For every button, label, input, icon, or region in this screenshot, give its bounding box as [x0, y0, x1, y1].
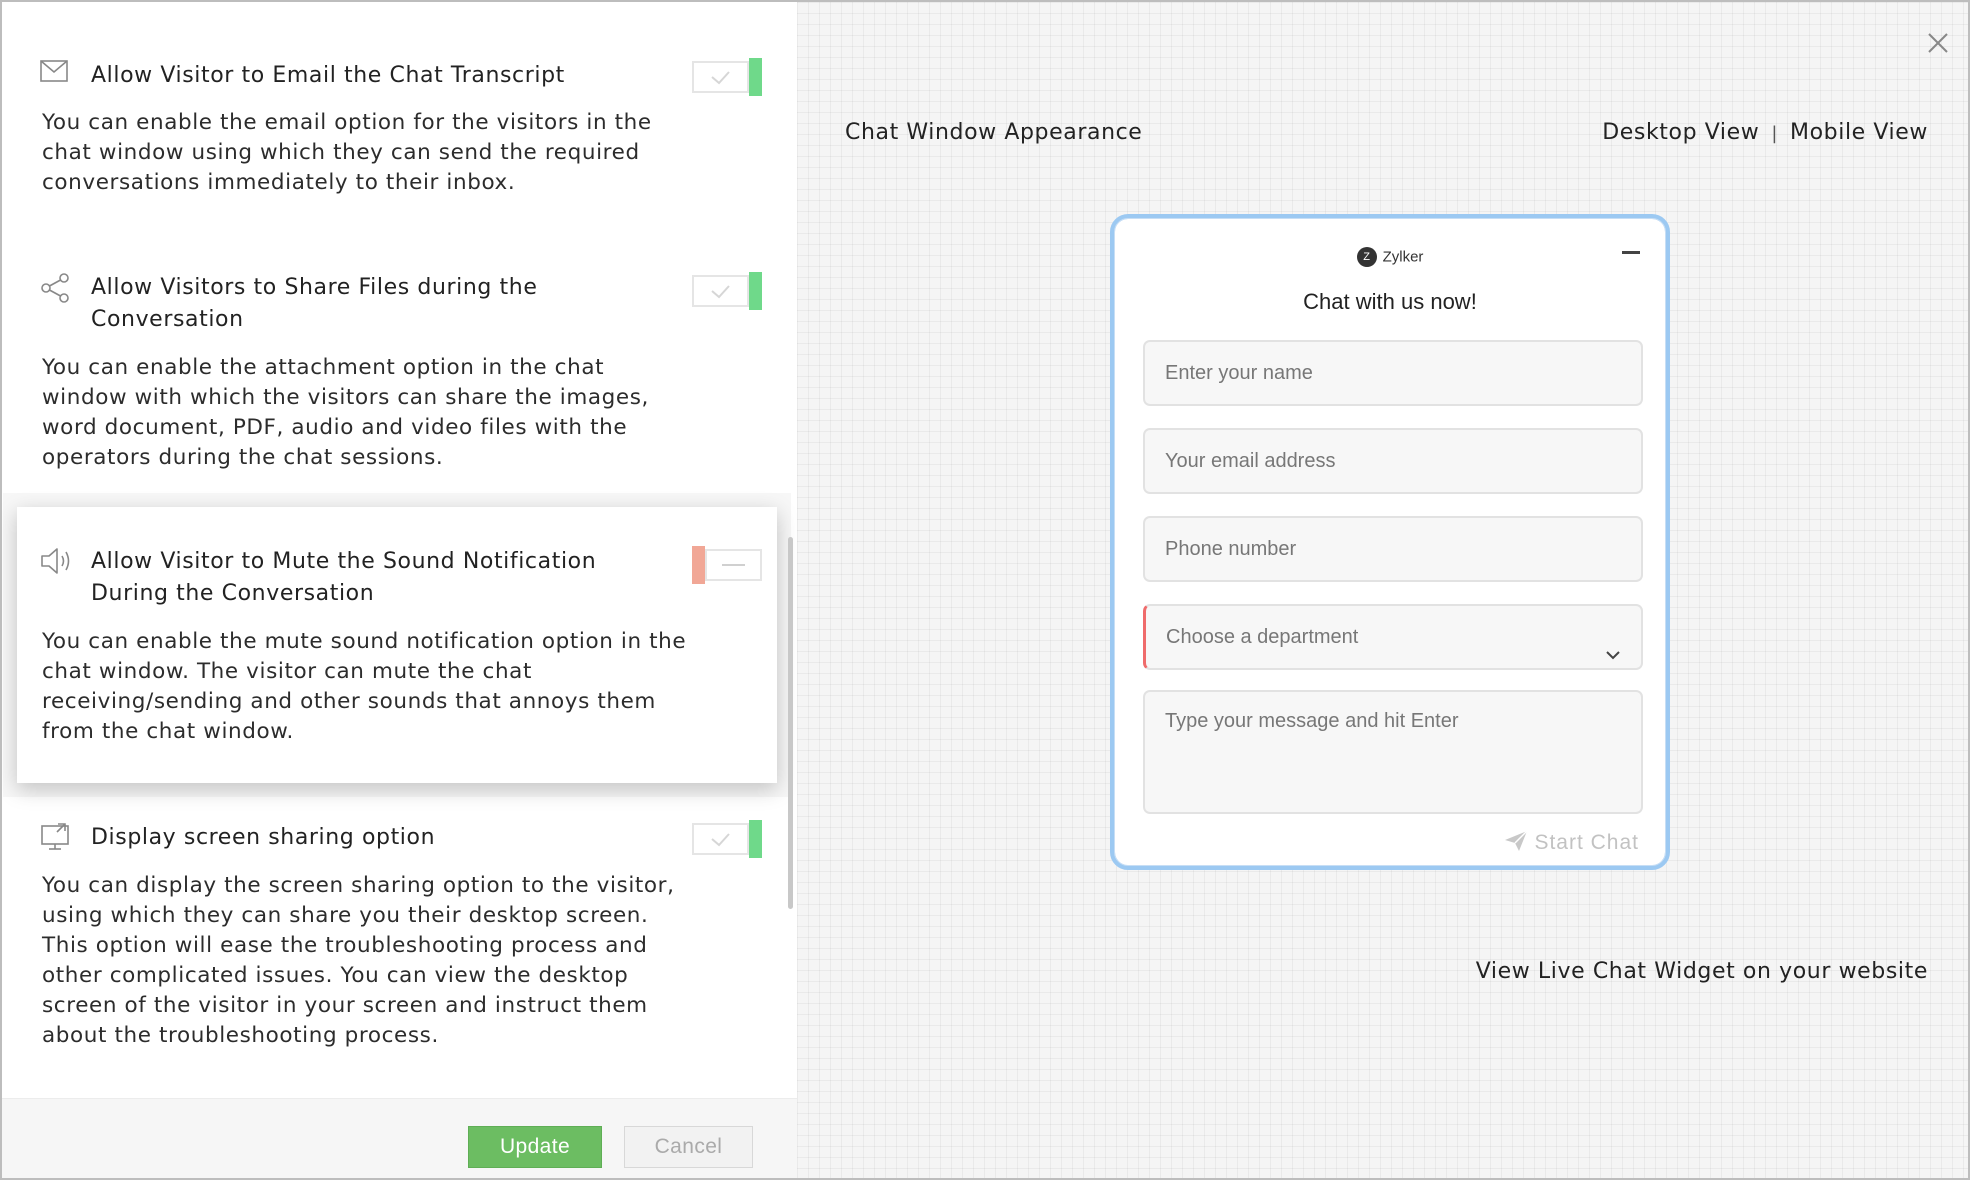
view-separator: | [1771, 123, 1779, 144]
update-button[interactable]: Update [468, 1126, 602, 1168]
share-icon [40, 272, 72, 304]
phone-input[interactable]: Phone number [1143, 516, 1643, 582]
name-input[interactable]: Enter your name [1143, 340, 1643, 406]
cancel-button[interactable]: Cancel [624, 1126, 753, 1168]
share-files-toggle[interactable] [692, 272, 762, 310]
widget-brand [1115, 247, 1665, 267]
close-icon[interactable] [1925, 30, 1951, 56]
setting-description: You can enable the attachment option in the chat window with which the visitors can share the images, word document, PDF, audio and video files with the operators during the chat sessions. [42, 355, 649, 470]
chat-widget-preview [1110, 214, 1670, 870]
brand-logo: Z [1357, 247, 1377, 267]
preview-panel [797, 2, 1968, 1178]
setting-title: Display screen sharing option [91, 825, 436, 850]
department-select[interactable] [1143, 604, 1643, 670]
screen-sharing-toggle[interactable] [692, 820, 762, 858]
message-textarea[interactable]: Type your message and hit Enter [1143, 690, 1643, 814]
department-placeholder: Choose a department [1166, 626, 1359, 648]
mute-sound-toggle[interactable] [692, 546, 762, 584]
screen-share-icon [40, 822, 72, 854]
setting-description: You can enable the mute sound notification option in the chat window. The visitor can mute the chat receiving/sending and other sounds that annoys them from the chat window. [42, 629, 687, 744]
email-input[interactable]: Your email address [1143, 428, 1643, 494]
view-switcher [1602, 120, 1928, 145]
start-chat-label: Start Chat [1534, 831, 1639, 854]
email-icon [40, 60, 72, 92]
dialog-footer [2, 1098, 797, 1179]
setting-title: Allow Visitors to Share Files during the Conversation [91, 275, 538, 332]
speaker-icon [40, 546, 72, 578]
settings-panel [2, 2, 797, 1178]
setting-title: Allow Visitor to Mute the Sound Notification During the Conversation [91, 549, 597, 606]
settings-scrollbar[interactable] [788, 537, 793, 909]
view-live-widget-link[interactable]: View Live Chat Widget on your website [1475, 959, 1928, 984]
setting-title: Allow Visitor to Email the Chat Transcript [91, 63, 565, 88]
setting-description: You can display the screen sharing option to the visitor, using which they can share you their desktop screen. This option will ease the troubleshooting process and other complicated issues. You can view the desktop screen of the visitor in your screen and instruct them about the troubleshooting process. [42, 873, 675, 1048]
mobile-view-link[interactable]: Mobile View [1790, 120, 1928, 145]
email-transcript-toggle[interactable] [692, 58, 762, 96]
desktop-view-link[interactable]: Desktop View [1602, 120, 1760, 145]
widget-heading: Chat with us now! [1303, 289, 1477, 314]
minimize-icon[interactable] [1622, 251, 1640, 254]
setting-description: You can enable the email option for the visitors in the chat window using which they can send the required conversations immediately to their inbox. [42, 110, 652, 195]
start-chat-button[interactable] [1504, 830, 1639, 855]
brand-name: Zylker [1382, 248, 1424, 266]
chevron-down-icon [1603, 628, 1623, 648]
preview-title: Chat Window Appearance [845, 120, 1143, 145]
send-icon [1504, 830, 1528, 852]
